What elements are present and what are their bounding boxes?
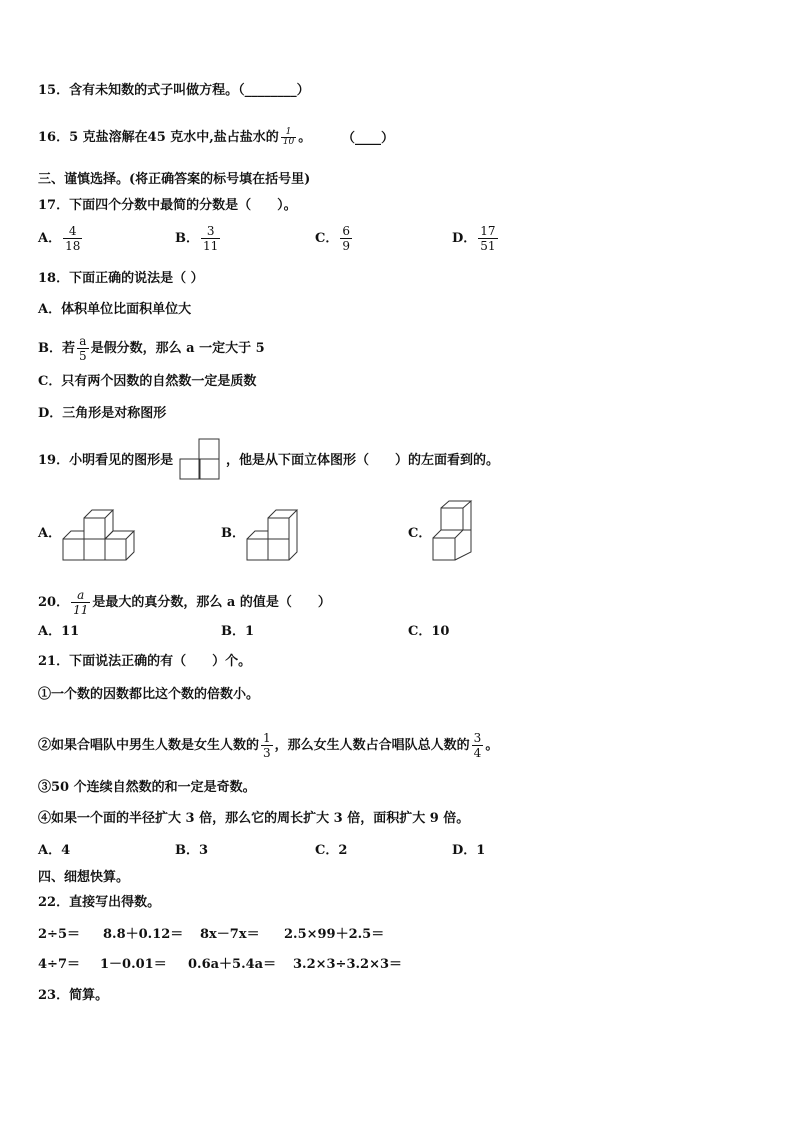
q18-option-b-prefix: B．若 bbox=[38, 341, 75, 356]
q17-c-num: 6 bbox=[342, 224, 350, 238]
q21-s2-fraction-2 bbox=[472, 731, 484, 760]
q17-option-b[interactable] bbox=[175, 224, 222, 253]
q17-option-c-label: C． bbox=[315, 231, 339, 246]
q20-option-b[interactable]: B．1 bbox=[221, 624, 255, 639]
q22-row1-item-4: 2.5×99＋2.5＝ bbox=[284, 927, 385, 942]
question-16 bbox=[38, 128, 311, 147]
q21-s2-prefix: ②如果合唱队中男生人数是女生人数的 bbox=[38, 738, 260, 753]
q17-option-a[interactable] bbox=[38, 224, 84, 253]
q21-s2-suffix: 。 bbox=[485, 738, 499, 753]
q21-s2-mid: ，那么女生人数占合唱队总人数的 bbox=[274, 738, 470, 753]
q22-row2-item-4: 3.2×3÷3.2×3＝ bbox=[293, 957, 403, 972]
q21-s2-den2: 4 bbox=[473, 746, 482, 760]
q21-s2-fraction-1 bbox=[261, 731, 273, 760]
question-17-stem: 17．下面四个分数中最简的分数是（ ）。 bbox=[38, 198, 297, 213]
q22-row1-item-3: 8x－7x＝ bbox=[200, 927, 260, 942]
q18-option-b[interactable] bbox=[38, 334, 265, 363]
q21-statement-1: ①一个数的因数都比这个数的倍数小。 bbox=[38, 687, 260, 702]
q17-option-b-label: B． bbox=[175, 231, 199, 246]
question-19-suffix: ，他是从下面立体图形（ ）的左面看到的。 bbox=[226, 453, 500, 468]
question-19-prefix: 19．小明看见的图形是 bbox=[38, 453, 174, 468]
q20-suffix: 是最大的真分数，那么 a 的值是（ ） bbox=[92, 595, 331, 610]
q20-num: a bbox=[77, 588, 85, 602]
q17-option-b-fraction bbox=[201, 224, 220, 253]
question-23-stem: 23．简算。 bbox=[38, 988, 109, 1003]
q21-option-a[interactable]: A．4 bbox=[38, 843, 71, 858]
q22-row2-item-3: 0.6a＋5.4a＝ bbox=[188, 957, 277, 972]
q20-prefix: 20． bbox=[38, 595, 70, 610]
q21-option-d[interactable]: D．1 bbox=[452, 843, 486, 858]
q19-side-view-figure bbox=[179, 438, 223, 482]
q21-option-b[interactable]: B．3 bbox=[175, 843, 209, 858]
q20-option-a[interactable]: A．11 bbox=[38, 624, 80, 639]
q22-row1-item-1: 2÷5＝ bbox=[38, 927, 80, 942]
q19-option-c-label[interactable]: C． bbox=[408, 526, 432, 541]
question-22-stem: 22．直接写出得数。 bbox=[38, 895, 161, 910]
q19-option-c-figure[interactable] bbox=[428, 500, 478, 566]
q20-den: 11 bbox=[73, 603, 89, 617]
q16-fraction bbox=[281, 128, 296, 147]
q15-text: 15．含有未知数的式子叫做方程。（________） bbox=[38, 83, 310, 98]
q21-statement-3: ③50 个连续自然数的和一定是奇数。 bbox=[38, 780, 256, 795]
q17-option-a-fraction bbox=[63, 224, 82, 253]
q16-blank[interactable]: （____） bbox=[342, 131, 395, 146]
q16-frac-num: 1 bbox=[285, 127, 292, 137]
q21-statement-2 bbox=[38, 731, 498, 760]
q17-option-c[interactable] bbox=[315, 224, 354, 253]
q18-option-d[interactable]: D．三角形是对称图形 bbox=[38, 406, 167, 421]
q17-d-den: 51 bbox=[480, 239, 496, 253]
q18-b-num: a bbox=[79, 334, 87, 348]
q17-b-den: 11 bbox=[203, 239, 219, 253]
q17-a-num: 4 bbox=[68, 224, 77, 238]
q22-row1-item-2: 8.8＋0.12＝ bbox=[103, 927, 184, 942]
q17-option-c-fraction bbox=[340, 224, 352, 253]
q19-option-a-label[interactable]: A． bbox=[38, 526, 62, 541]
q16-frac-den: 10 bbox=[282, 137, 295, 147]
q16-suffix: 。 bbox=[298, 130, 312, 145]
q19-option-a-figure[interactable] bbox=[60, 505, 140, 563]
q17-c-den: 9 bbox=[342, 239, 350, 253]
q17-b-num: 3 bbox=[206, 224, 215, 238]
q17-option-d-fraction bbox=[478, 224, 497, 253]
q20-fraction bbox=[71, 588, 90, 617]
q19-option-b-label[interactable]: B． bbox=[221, 526, 245, 541]
q21-s2-den1: 3 bbox=[263, 746, 271, 760]
q17-a-den: 18 bbox=[65, 239, 81, 253]
section-4-title: 四、细想快算。 bbox=[38, 870, 130, 885]
q21-s2-num1: 1 bbox=[263, 731, 271, 745]
q17-option-a-label: A． bbox=[38, 231, 62, 246]
section-3-title: 三、谨慎选择。(将正确答案的标号填在括号里) bbox=[38, 172, 311, 187]
q21-statement-4: ④如果一个面的半径扩大 3 倍，那么它的周长扩大 3 倍，面积扩大 9 倍。 bbox=[38, 811, 470, 826]
question-20 bbox=[38, 588, 331, 617]
q20-option-c[interactable]: C．10 bbox=[408, 624, 450, 639]
q19-option-b-figure[interactable] bbox=[245, 505, 305, 563]
q18-option-a[interactable]: A．体积单位比面积单位大 bbox=[38, 302, 192, 317]
question-21-stem: 21．下面说法正确的有（ ）个。 bbox=[38, 654, 252, 669]
question-18-stem: 18．下面正确的说法是（ ） bbox=[38, 271, 204, 286]
q17-option-d-label: D． bbox=[452, 231, 477, 246]
q22-row2-item-2: 1－0.01＝ bbox=[100, 957, 167, 972]
q21-s2-num2: 3 bbox=[473, 731, 482, 745]
q18-option-b-fraction bbox=[77, 334, 89, 363]
question-15 bbox=[38, 82, 310, 100]
q18-option-b-suffix: 是假分数，那么 a 一定大于 5 bbox=[90, 341, 265, 356]
q22-row2-item-1: 4÷7＝ bbox=[38, 957, 80, 972]
q17-d-num: 17 bbox=[480, 224, 496, 238]
q21-option-c[interactable]: C．2 bbox=[315, 843, 348, 858]
q17-option-d[interactable] bbox=[452, 224, 500, 253]
q18-option-c[interactable]: C．只有两个因数的自然数一定是质数 bbox=[38, 374, 257, 389]
q18-b-den: 5 bbox=[79, 349, 87, 363]
q16-prefix: 16．5 克盐溶解在45 克水中,盐占盐水的 bbox=[38, 130, 279, 145]
